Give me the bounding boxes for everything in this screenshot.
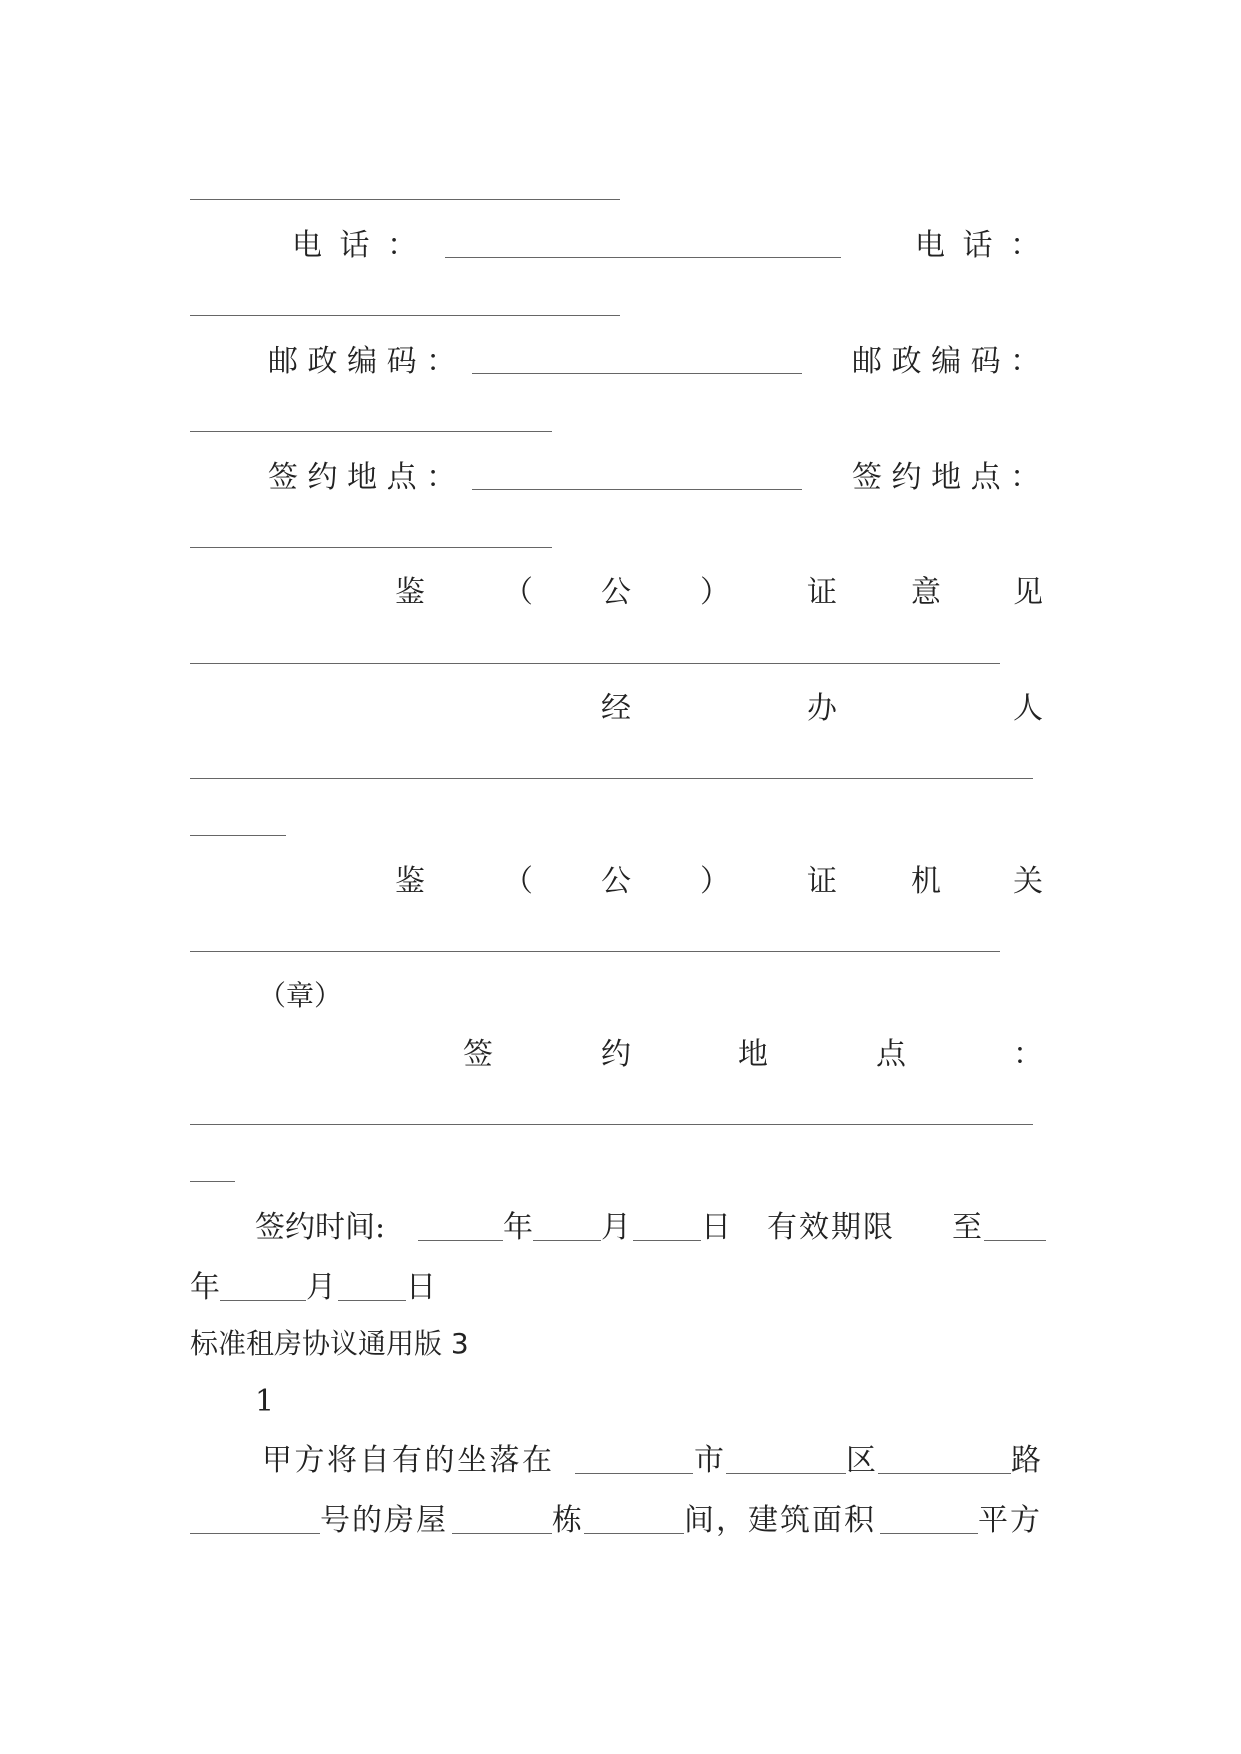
road-label: 路 bbox=[1011, 1443, 1041, 1478]
city-blank bbox=[575, 1473, 693, 1474]
sign-month-blank bbox=[533, 1240, 601, 1241]
notary-office-char: 机 bbox=[911, 864, 941, 899]
handler-char: 经 bbox=[601, 691, 631, 726]
notary-office-char: 关 bbox=[1013, 864, 1043, 899]
handler-char: 人 bbox=[1013, 691, 1043, 726]
notary-opinion-blank bbox=[190, 663, 1000, 664]
notary-office-blank bbox=[190, 951, 1000, 952]
sign-year-label: 年 bbox=[503, 1210, 533, 1245]
district-blank bbox=[726, 1473, 846, 1474]
validity-year-label: 年 bbox=[190, 1270, 220, 1305]
postal-blank-left bbox=[472, 373, 802, 374]
sign-place-char: 点 bbox=[876, 1037, 906, 1072]
section-title: 标准租房协议通用版 3 bbox=[190, 1327, 469, 1360]
postal-label-left: 邮 政 编 码 ： bbox=[268, 344, 457, 379]
notary-opinion-char: （ bbox=[503, 575, 533, 610]
sign-place-blank bbox=[190, 1124, 1033, 1125]
area-blank bbox=[880, 1533, 978, 1534]
notary-office-char: 鉴 bbox=[395, 864, 425, 899]
validity-day-label: 日 bbox=[406, 1270, 436, 1305]
postal-label-right: 邮 政 编 码 ： bbox=[852, 344, 1041, 379]
postal-blank-right bbox=[190, 431, 552, 432]
validity-month-blank bbox=[220, 1300, 306, 1301]
validity-to-label: 至 bbox=[952, 1210, 982, 1245]
place-blank-left bbox=[472, 489, 802, 490]
place-label-left: 签 约 地 点 ： bbox=[268, 460, 457, 495]
phone-blank-right bbox=[190, 315, 620, 316]
handler-blank-cont bbox=[190, 835, 286, 836]
sign-month-label: 月 bbox=[601, 1210, 631, 1245]
notary-office-char: 证 bbox=[807, 864, 837, 899]
blank-line bbox=[190, 199, 620, 200]
clause-number: 1 bbox=[255, 1384, 275, 1419]
clause-text-start: 甲方将自有的坐落在 bbox=[262, 1443, 555, 1478]
handler-blank bbox=[190, 778, 1033, 779]
phone-label-right: 电 话 ： bbox=[915, 228, 1045, 263]
phone-blank-left bbox=[445, 257, 841, 258]
handler-char: 办 bbox=[807, 691, 837, 726]
sign-day-blank bbox=[633, 1240, 701, 1241]
notary-opinion-char: 证 bbox=[807, 575, 837, 610]
validity-year-blank bbox=[984, 1240, 1046, 1241]
district-label: 区 bbox=[846, 1443, 876, 1478]
city-label: 市 bbox=[694, 1443, 724, 1478]
building-label: 栋 bbox=[552, 1503, 582, 1538]
notary-opinion-char: 公 bbox=[601, 575, 631, 610]
validity-day-blank bbox=[338, 1300, 406, 1301]
validity-label: 有效期限 bbox=[767, 1210, 895, 1245]
area-label: 间，建筑面积 bbox=[684, 1503, 876, 1538]
phone-label-left: 电 话 ： bbox=[292, 228, 422, 263]
notary-opinion-char: ） bbox=[700, 575, 730, 610]
place-blank-right bbox=[190, 547, 552, 548]
sign-place-char: ： bbox=[1013, 1037, 1043, 1072]
notary-office-char: ） bbox=[700, 864, 730, 899]
notary-office-char: （ bbox=[503, 864, 533, 899]
notary-opinion-char: 见 bbox=[1013, 575, 1043, 610]
notary-opinion-char: 鉴 bbox=[395, 575, 425, 610]
sqm-label: 平方 bbox=[978, 1503, 1042, 1538]
building-blank bbox=[452, 1533, 552, 1534]
sign-place-char: 签 bbox=[463, 1037, 493, 1072]
sign-place-char: 约 bbox=[601, 1037, 631, 1072]
seal-label: （章） bbox=[258, 979, 343, 1012]
place-label-right: 签 约 地 点 ： bbox=[852, 460, 1041, 495]
sign-time-label: 签约时间: bbox=[255, 1210, 386, 1245]
notary-office-char: 公 bbox=[601, 864, 631, 899]
rooms-blank bbox=[584, 1533, 684, 1534]
notary-opinion-char: 意 bbox=[911, 575, 941, 610]
validity-month-label: 月 bbox=[306, 1270, 336, 1305]
sign-day-label: 日 bbox=[701, 1210, 731, 1245]
sign-year-blank bbox=[418, 1240, 503, 1241]
sign-place-blank-cont bbox=[190, 1181, 235, 1182]
road-blank bbox=[878, 1473, 1011, 1474]
house-number-label: 号的房屋 bbox=[320, 1503, 448, 1538]
sign-place-char: 地 bbox=[738, 1037, 768, 1072]
number-blank bbox=[190, 1533, 320, 1534]
